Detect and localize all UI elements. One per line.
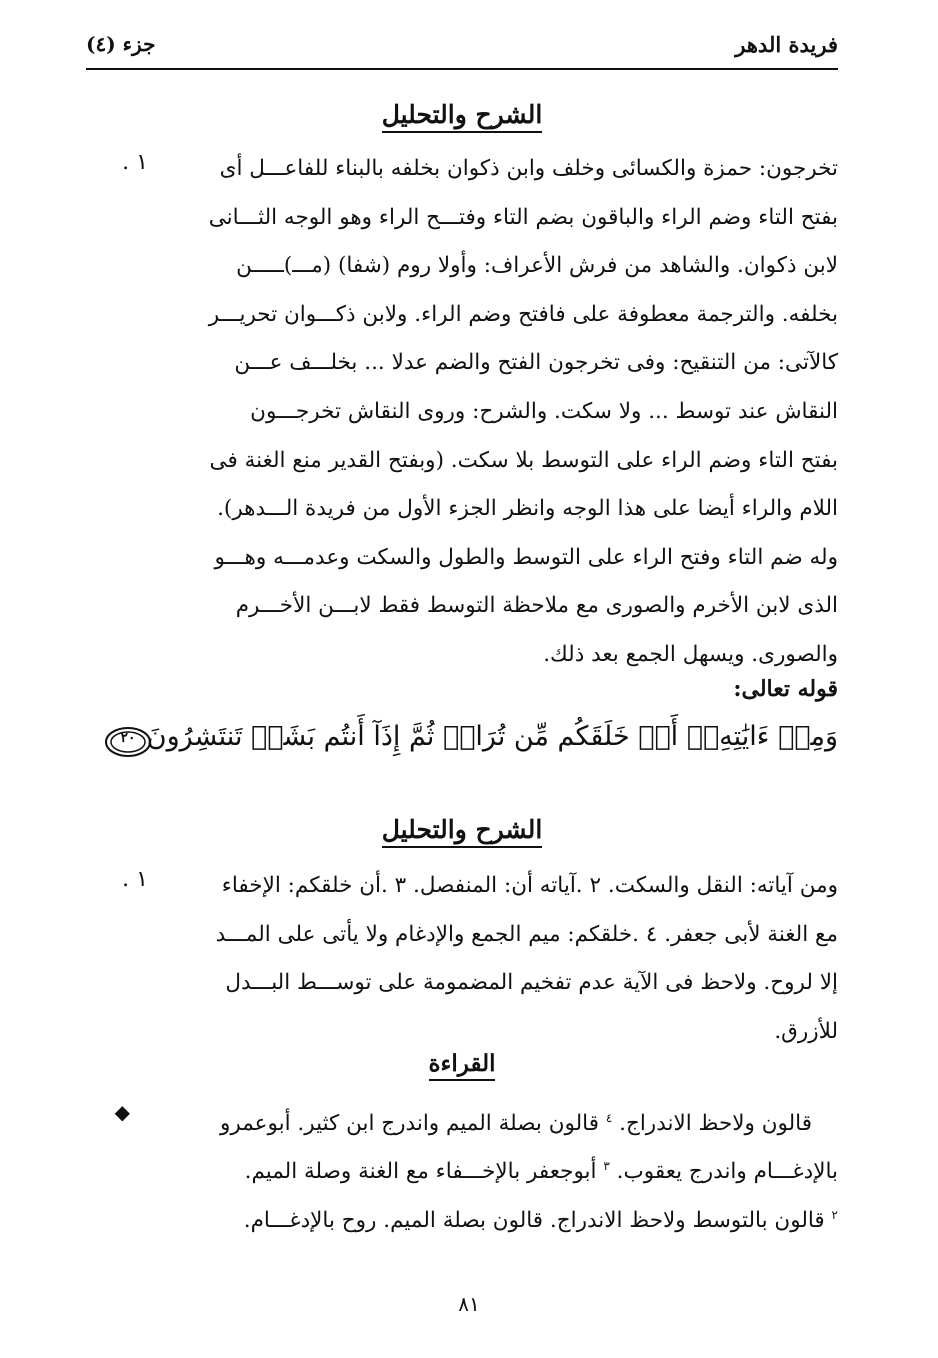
section-heading-text: القراءة	[429, 1050, 496, 1081]
text-line: لابن ذكوان. والشاهد من فرش الأعراف: وأولا روم (شفا) (مـــ)ـــــن	[236, 253, 838, 279]
footnote-marker: ٢	[831, 1208, 838, 1222]
text-line: كالآتى: من التنقيح: وفى تخرجون الفتح والضم عدلا ... بخلـــف عـــن	[234, 350, 838, 376]
text-line: للأزرق.	[774, 1018, 838, 1044]
reading-text: قالون بالتوسط ولاحظ الاندراج. قالون بصلة الميم. روح بالإدغـــام.	[243, 1208, 825, 1234]
item-number: ١ .	[122, 150, 148, 175]
section-heading	[86, 1050, 838, 1077]
quran-verse	[96, 715, 838, 777]
text-line: وله ضم التاء وفتح الراء على التوسط والطول والسكت وعدمـــه وهـــو	[214, 544, 838, 570]
part-number: جزء (٤)	[86, 32, 156, 56]
reading-text: بالإدغـــام واندرج يعقوب.	[616, 1159, 838, 1185]
text-line: إلا لروح. ولاحظ فى الآية عدم تفخيم المضمومة على توســـط البـــدل	[225, 970, 838, 996]
section-heading	[86, 100, 838, 129]
footnote-marker: ٤	[605, 1111, 613, 1125]
item-number: ١ .	[122, 867, 148, 892]
reading-text: قالون بصلة الميم واندرج ابن كثير. أبوعمرو	[219, 1111, 599, 1137]
ayah-number: ٢٠	[120, 730, 136, 746]
section-heading-text: الشرح والتحليل	[382, 100, 543, 133]
text-line: بخلفه. والترجمة معطوفة على فافتح وضم الراء. ولابن ذكـــوان تحريـــر	[208, 301, 838, 327]
text-line: والصورى. ويسهل الجمع بعد ذلك.	[543, 641, 838, 667]
text-line: بفتح التاء وضم الراء والباقون بضم التاء وفتـــح الراء وهو الوجه الثـــانى	[208, 204, 838, 230]
book-title: فريدة الدهر	[735, 32, 838, 57]
text-line: الذى لابن الأخرم والصورى مع ملاحظة التوسط فقط لابـــن الأخـــرم	[235, 593, 838, 619]
running-header	[86, 28, 838, 70]
text-line: اللام والراء أيضا على هذا الوجه وانظر الجزء الأول من فريدة الـــدهر).	[217, 496, 838, 522]
footnote-marker: ٣	[603, 1159, 610, 1173]
text-line: تخرجون: حمزة والكسائى وخلف وابن ذكوان بخلفه بالبناء للفاعـــل أى	[219, 156, 838, 181]
text-line: النقاش عند توسط ... ولا سكت. والشرح: وروى النقاش تخرجـــون	[250, 398, 838, 424]
verse-label: قوله تعالى:	[733, 676, 838, 702]
section-heading	[86, 815, 838, 844]
reading-line	[100, 1094, 812, 1149]
text-line: ومن آياته: النقل والسكت. ٢ .آياته أن: المنفصل. ٣ .أن خلقكم: الإخفاء	[221, 873, 838, 898]
text-line: مع الغنة لأبى جعفر. ٤ .خلقكم: ميم الجمع والإدغام ولا يأتى على المـــد	[215, 921, 838, 947]
reading-text: أبوجعفر بالإخـــفاء مع الغنة وصلة الميم.	[244, 1159, 597, 1185]
commentary-paragraph	[126, 145, 838, 680]
reading-text: قالون ولاحظ الاندراج.	[619, 1111, 812, 1137]
section-heading-text: الشرح والتحليل	[382, 815, 543, 848]
commentary-paragraph	[126, 862, 838, 1056]
verse-text: وَمِنۡ ءَايَٰتِهِۦٓ أَنۡ خَلَقَكُم مِّن تُرَابٖ ثُمَّ إِذَآ أَنتُم بَشَرٞ تَنتَشِرُونَ	[146, 721, 838, 752]
reading-line	[98, 1191, 838, 1246]
bullet-diamond-icon: ◆	[114, 1100, 130, 1124]
reading-line	[98, 1142, 838, 1197]
text-line: بفتح التاء وضم الراء على التوسط بلا سكت. (وبفتح القدير منع الغنة فى	[209, 447, 838, 473]
page-number: ٨١	[458, 1292, 480, 1316]
ayah-end-marker-icon	[104, 726, 152, 758]
